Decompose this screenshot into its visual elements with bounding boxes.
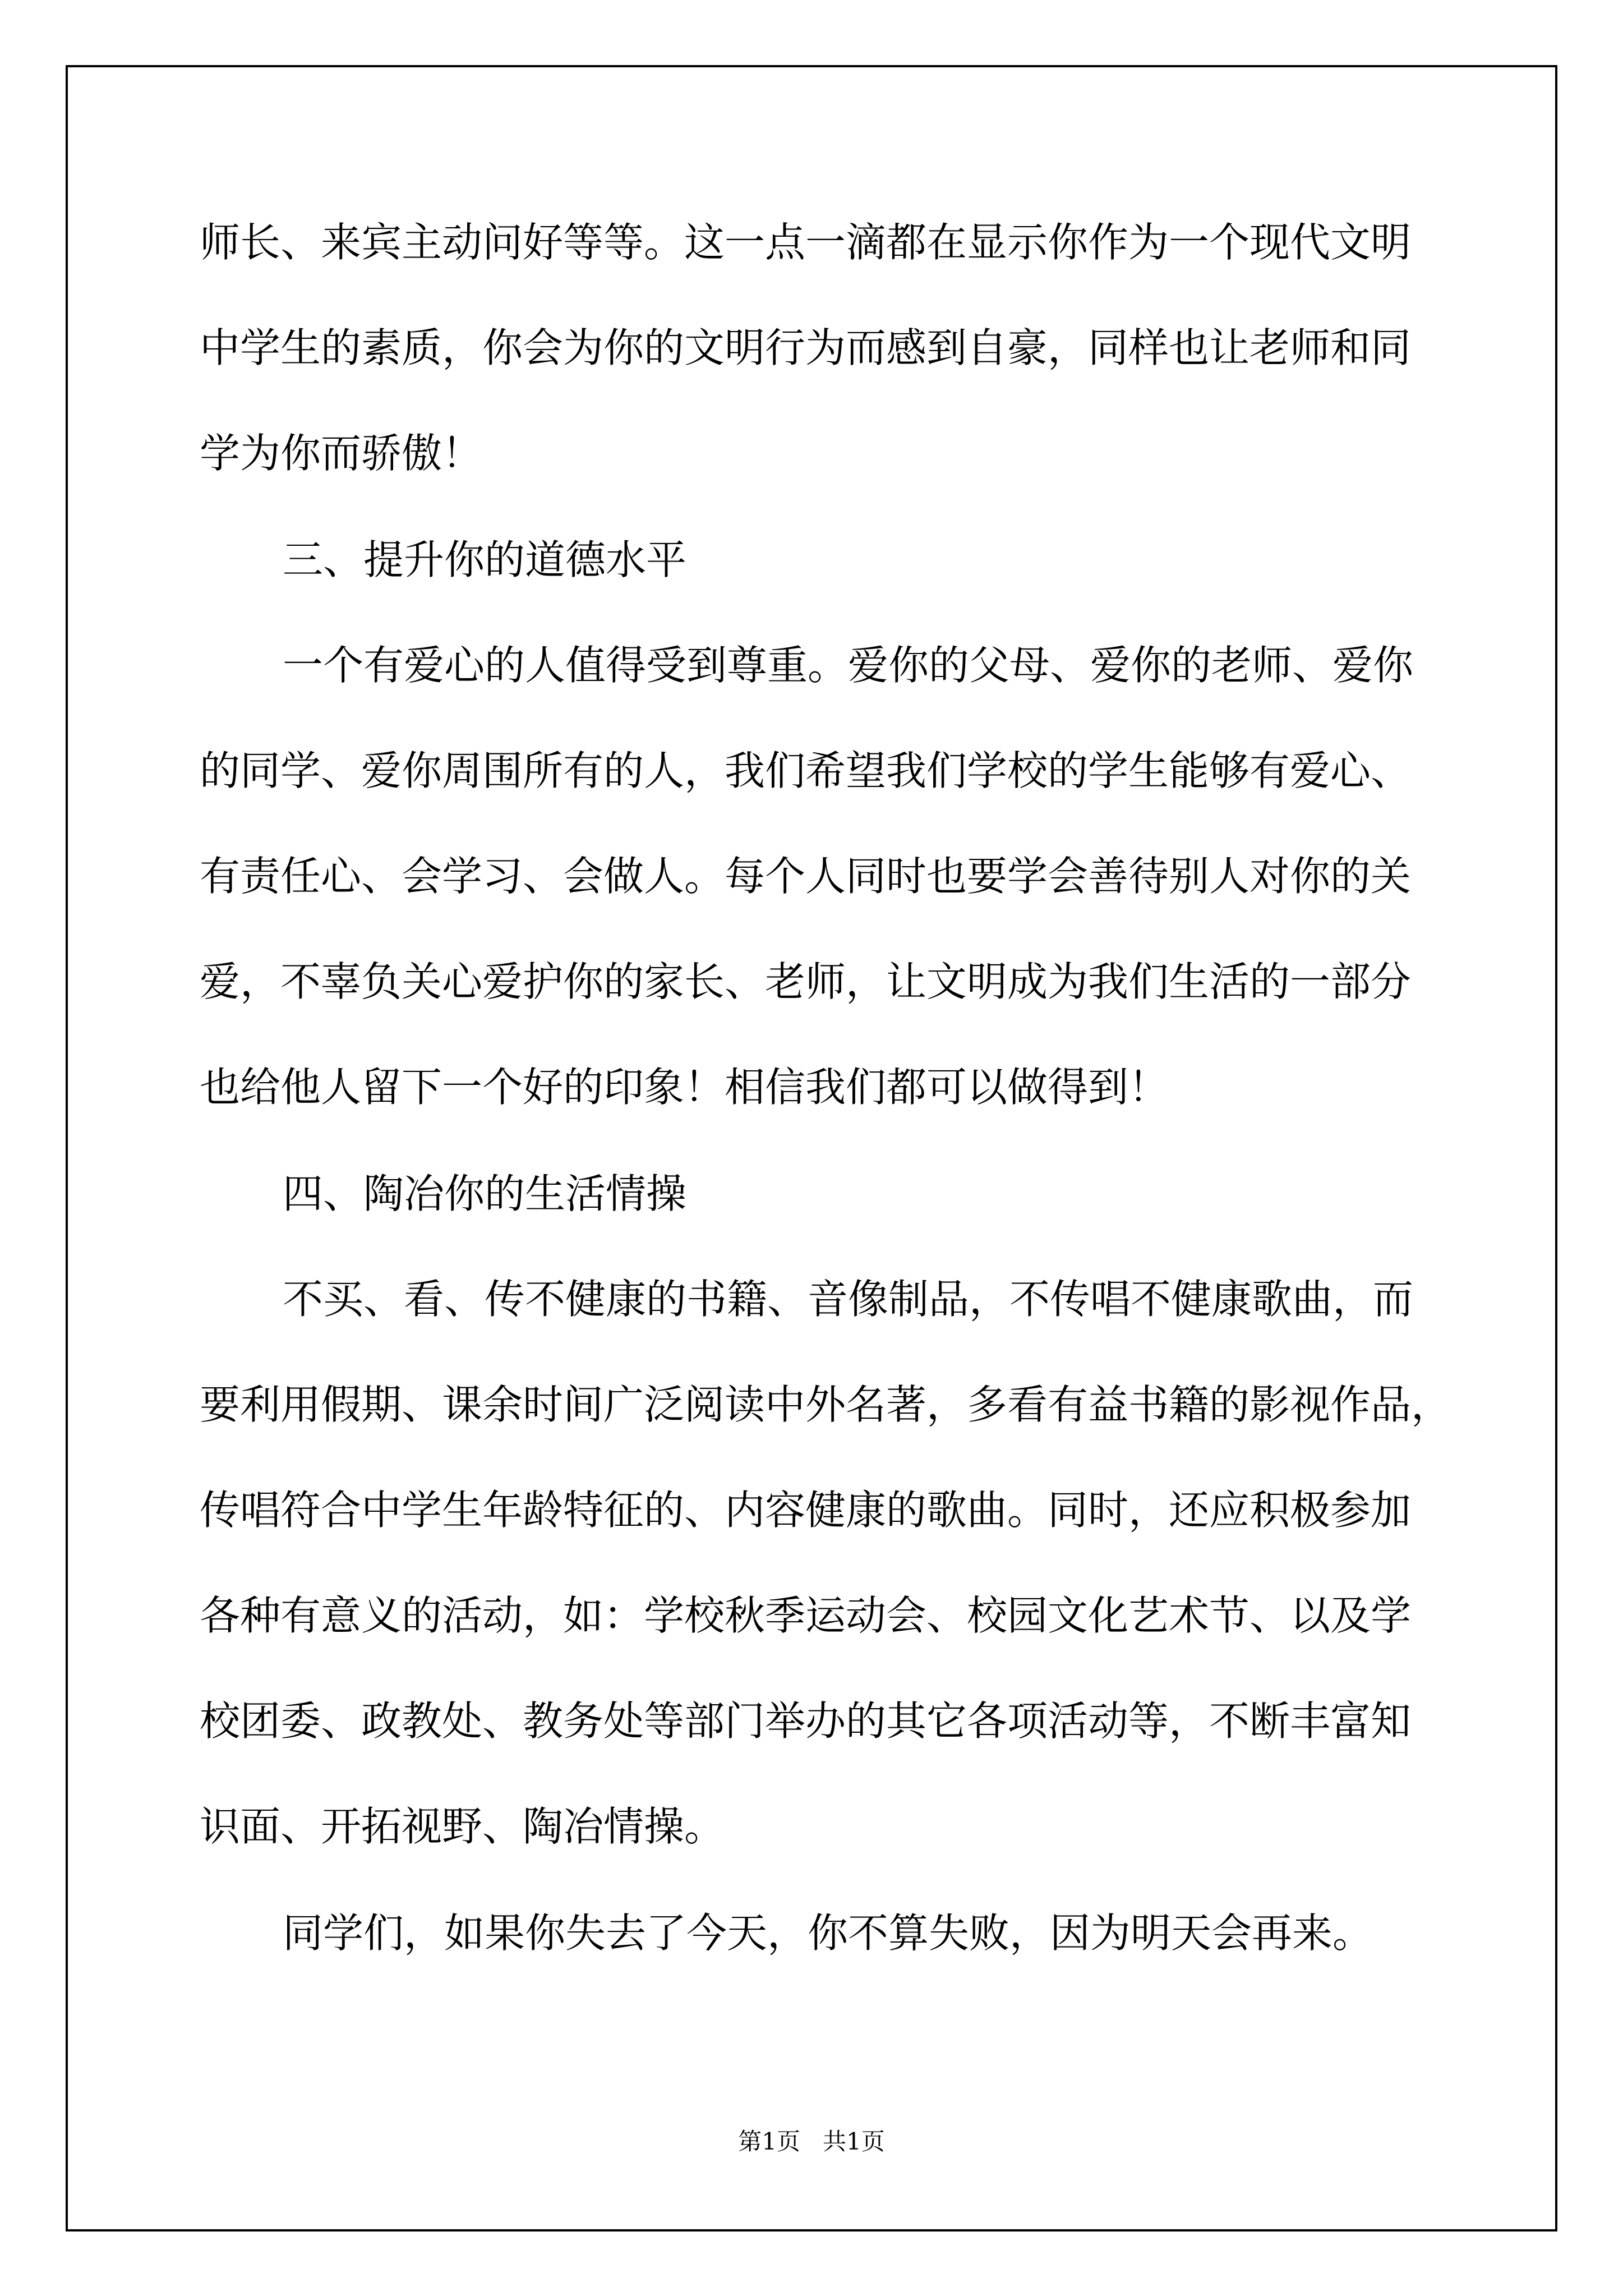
text-line: 校团委、政教处、教务处等部门举办的其它各项活动等，不断丰富知 [200, 1697, 1412, 1745]
text-line: 识面、开拓视野、陶冶情操。 [200, 1803, 725, 1850]
text-line: 中学生的素质，你会为你的文明行为而感到自豪，同样也让老师和同 [200, 324, 1412, 371]
text-line: 要利用假期、课余时间广泛阅读中外名著，多看有益书籍的影视作品， [200, 1381, 1452, 1428]
text-line: 各种有意义的活动，如：学校秋季运动会、校园文化艺术节、以及学 [200, 1592, 1412, 1639]
text-line: 师长、来宾主动问好等等。这一点一滴都在显示你作为一个现代文明 [200, 219, 1412, 266]
page-footer: 第1页 共1页 [738, 2128, 885, 2155]
section-heading: 三、提升你的道德水平 [283, 536, 687, 583]
text-line: 也给他人留下一个好的印象！相信我们都可以做得到！ [200, 1064, 1169, 1111]
text-line: 学为你而骄傲！ [200, 430, 483, 477]
text-line: 的同学、爱你周围所有的人，我们希望我们学校的学生能够有爱心、 [200, 747, 1412, 794]
text-line: 不买、看、传不健康的书籍、音像制品，不传唱不健康歌曲，而 [283, 1276, 1414, 1323]
text-line: 爱，不辜负关心爱护你的家长、老师，让文明成为我们生活的一部分 [200, 958, 1412, 1005]
text-line: 传唱符合中学生年龄特征的、内容健康的歌曲。同时，还应积极参加 [200, 1487, 1412, 1534]
text-line: 有责任心、会学习、会做人。每个人同时也要学会善待别人对你的关 [200, 853, 1412, 900]
section-heading: 四、陶冶你的生活情操 [283, 1170, 687, 1217]
text-line: 一个有爱心的人值得受到尊重。爱你的父母、爱你的老师、爱你 [283, 642, 1414, 689]
text-line: 同学们，如果你失去了今天，你不算失败，因为明天会再来。 [283, 1910, 1373, 1957]
